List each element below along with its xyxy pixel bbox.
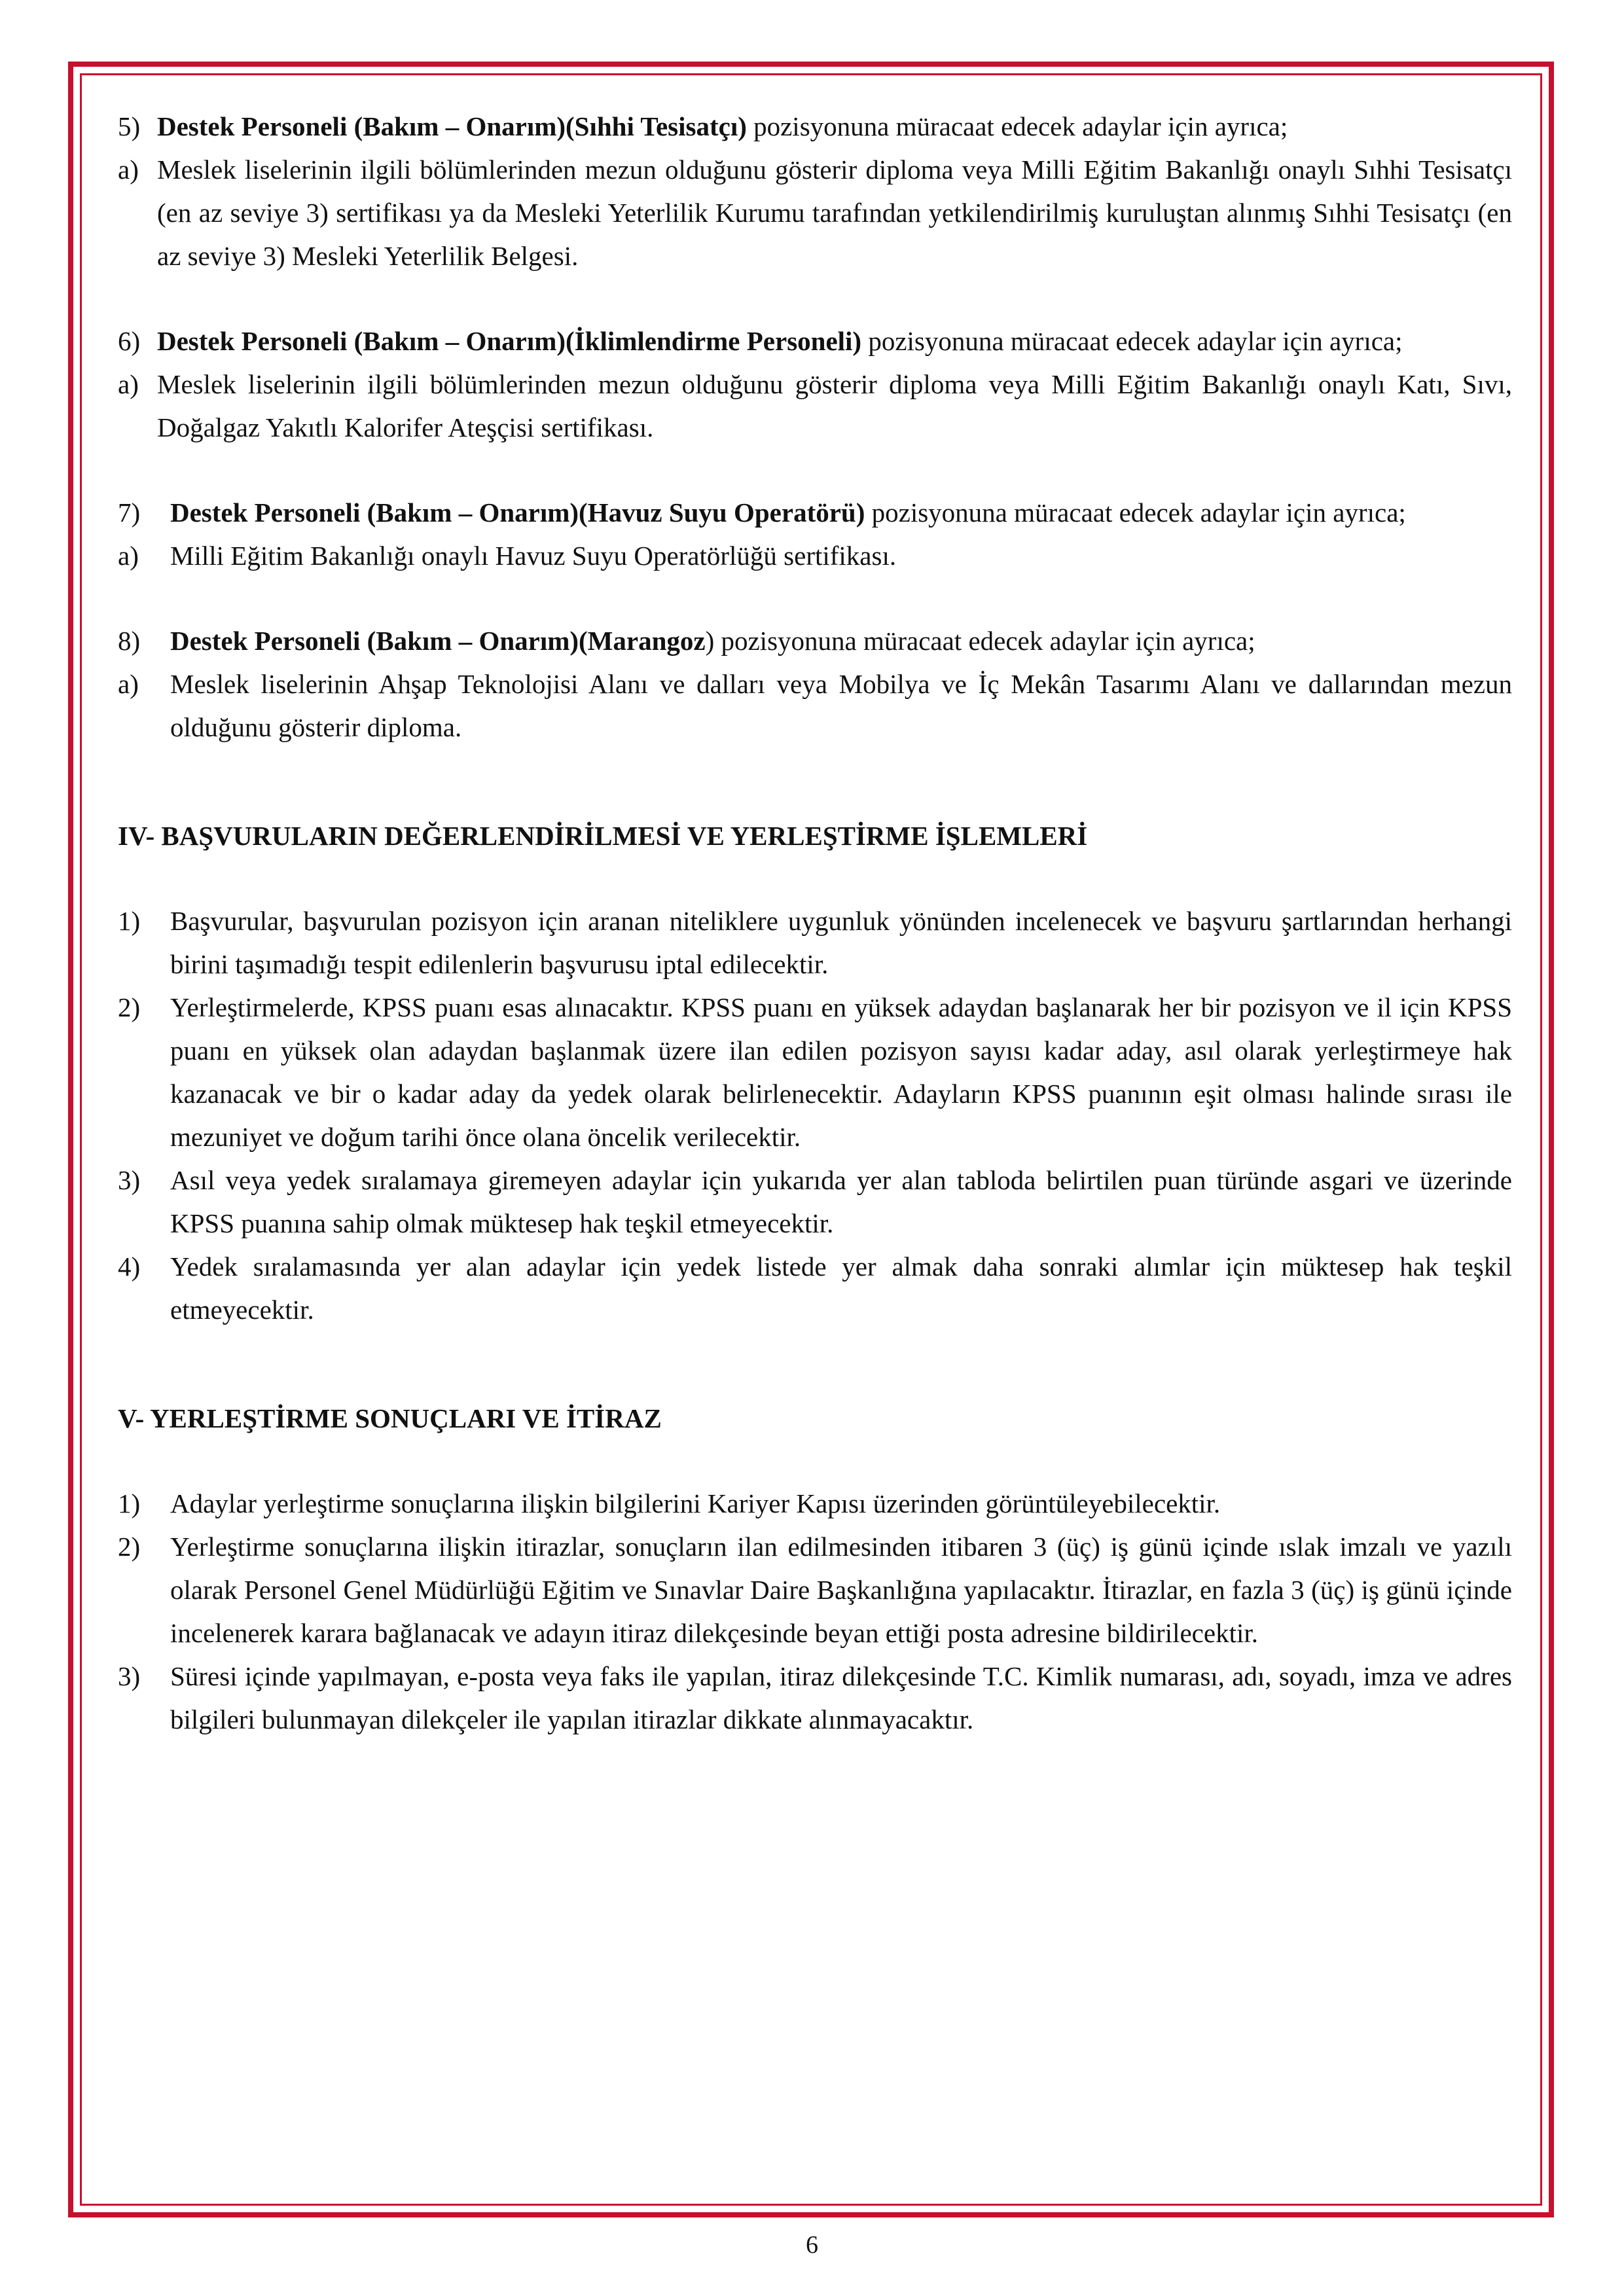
item-text bbox=[157, 319, 1512, 363]
list-item bbox=[118, 105, 1512, 148]
item-text: Süresi içinde yapılmayan, e-posta veya faks ile yapılan, itiraz dilekçesinde T.C. Kimlik numarası, adı, soyadı, imza ve adres bilgileri bulunmayan dilekçeler ile yapılan itirazlar dikkate alınmayacaktır. bbox=[170, 1661, 1512, 1734]
item-text bbox=[170, 491, 1512, 534]
list-item bbox=[118, 1482, 1512, 1525]
sub-item-text: Meslek liselerinin ilgili bölümlerinden mezun olduğunu gösterir diploma veya Milli Eğitim Bakanlığı onaylı Katı, Sıvı, Doğalgaz Yakıtlı Kalorifer Ateşçisi sertifikası. bbox=[157, 369, 1512, 442]
item-number: 1) bbox=[118, 1488, 141, 1518]
sub-item-text: Meslek liselerinin Ahşap Teknolojisi Alanı ve dalları veya Mobilya ve İç Mekân Tasarımı Alanı ve dallarından mezun olduğunu gösterir diploma. bbox=[170, 669, 1512, 742]
item-number: 3) bbox=[118, 1165, 141, 1195]
item-number: 4) bbox=[118, 1251, 141, 1282]
position-title: Destek Personeli (Bakım – Onarım)(Marangoz bbox=[170, 626, 706, 656]
list-item bbox=[118, 1158, 1512, 1245]
sub-item bbox=[118, 534, 1512, 577]
item-rest: pozisyonuna müracaat edecek adaylar için ayrıca; bbox=[861, 326, 1403, 356]
item-number: 1) bbox=[118, 906, 141, 936]
item-text: Yerleştirmelerde, KPSS puanı esas alınacaktır. KPSS puanı en yüksek adaydan başlanarak her bir pozisyon ve il için KPSS puanı en yüksek olan adaydan başlanmak üzere ilan edilen pozisyon sayısı kadar aday, asıl olarak yerleştirmeye hak kazanacak ve bir o kadar aday da yedek olarak belirlenecektir. Adayların KPSS puanının eşit olması halinde sırası ile mezuniyet ve doğum tarihi önce olana öncelik verilecektir. bbox=[170, 992, 1512, 1152]
list-item bbox=[118, 619, 1512, 662]
item-text bbox=[157, 105, 1512, 148]
item-text: Yedek sıralamasında yer alan adaylar için yedek listede yer almak daha sonraki alımlar için müktesep hak teşkil etmeyecektir. bbox=[170, 1251, 1512, 1325]
section-heading: V- YERLEŞTİRME SONUÇLARI VE İTİRAZ bbox=[118, 1403, 662, 1433]
item-text: Başvurular, başvurulan pozisyon için aranan niteliklere uygunluk yönünden incelenecek ve başvuru şartlarından herhangi birini taşımadığı tespit edilenlerin başvurusu iptal edilecektir. bbox=[170, 906, 1512, 979]
sub-item-letter: a) bbox=[118, 154, 139, 185]
position-title: Destek Personeli (Bakım – Onarım)(İklimlendirme Personeli) bbox=[157, 326, 862, 356]
sub-item-text: Milli Eğitim Bakanlığı onaylı Havuz Suyu Operatörlüğü sertifikası. bbox=[170, 541, 897, 571]
item-number: 2) bbox=[118, 992, 141, 1022]
sub-item-letter: a) bbox=[118, 669, 139, 699]
list-item bbox=[118, 319, 1512, 363]
item-number: 7) bbox=[118, 497, 141, 528]
sub-item bbox=[118, 662, 1512, 749]
list-item bbox=[118, 1245, 1512, 1331]
item-text bbox=[170, 619, 1512, 662]
item-number: 6) bbox=[118, 326, 141, 356]
page-number: 6 bbox=[806, 2231, 818, 2259]
item-number: 3) bbox=[118, 1661, 141, 1691]
item-number: 2) bbox=[118, 1532, 141, 1562]
sub-item bbox=[118, 148, 1512, 278]
item-rest: ) pozisyonuna müracaat edecek adaylar için ayrıca; bbox=[705, 626, 1255, 656]
sub-item bbox=[118, 363, 1512, 449]
sub-item-letter: a) bbox=[118, 369, 139, 399]
document-body bbox=[118, 105, 1512, 1741]
list-item bbox=[118, 899, 1512, 986]
item-text: Yerleştirme sonuçlarına ilişkin itirazlar, sonuçların ilan edilmesinden itibaren 3 (üç) iş günü içinde ıslak imzalı ve yazılı olarak Personel Genel Müdürlüğü Eğitim ve Sınavlar Daire Başkanlığına yapılacaktır. İtirazlar, en fazla 3 (üç) iş günü içinde incelenerek karara bağlanacak ve adayın itiraz dilekçesinde beyan ettiği posta adresine bildirilecektir. bbox=[170, 1532, 1512, 1648]
list-item bbox=[118, 491, 1512, 534]
position-title: Destek Personeli (Bakım – Onarım)(Havuz Suyu Operatörü) bbox=[170, 497, 865, 528]
item-number: 8) bbox=[118, 626, 141, 656]
section-heading: IV- BAŞVURULARIN DEĞERLENDİRİLMESİ VE YERLEŞTİRME İŞLEMLERİ bbox=[118, 821, 1088, 851]
position-title: Destek Personeli (Bakım – Onarım)(Sıhhi Tesisatçı) bbox=[157, 111, 747, 141]
item-rest: pozisyonuna müracaat edecek adaylar için ayrıca; bbox=[865, 497, 1406, 528]
sub-item-text: Meslek liselerinin ilgili bölümlerinden mezun olduğunu gösterir diploma veya Milli Eğitim Bakanlığı onaylı Sıhhi Tesisatçı (en az seviye 3) sertifikası ya da Mesleki Yeterlilik Kurumu tarafından yetkilendirilmiş kuruluştan alınmış Sıhhi Tesisatçı (en az seviye 3) Mesleki Yeterlilik Belgesi. bbox=[157, 154, 1512, 271]
item-rest: pozisyonuna müracaat edecek adaylar için ayrıca; bbox=[746, 111, 1288, 141]
list-item bbox=[118, 1525, 1512, 1655]
list-item bbox=[118, 986, 1512, 1158]
item-number: 5) bbox=[118, 111, 141, 141]
item-text: Asıl veya yedek sıralamaya giremeyen adaylar için yukarıda yer alan tabloda belirtilen puan türünde asgari ve üzerinde KPSS puanına sahip olmak müktesep hak teşkil etmeyecektir. bbox=[170, 1165, 1512, 1238]
list-item bbox=[118, 1655, 1512, 1741]
item-text: Adaylar yerleştirme sonuçlarına ilişkin bilgilerini Kariyer Kapısı üzerinden görüntüleyebilecektir. bbox=[170, 1488, 1221, 1518]
sub-item-letter: a) bbox=[118, 541, 139, 571]
